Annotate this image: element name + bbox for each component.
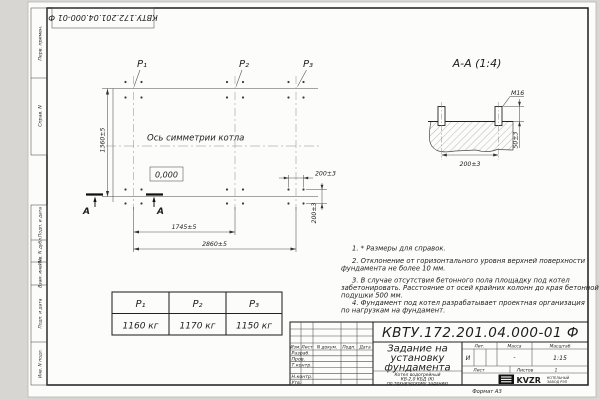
load-table-value-p2: 1170 кг — [179, 321, 216, 332]
load-table — [112, 292, 282, 335]
load-table-header-p3: P₃ — [248, 299, 260, 310]
mass-value: - — [513, 354, 516, 362]
load-table-header-p2: P₂ — [192, 299, 203, 310]
load-table-value-p3: 1150 кг — [236, 321, 272, 332]
margin-label-podp-data-1: Подп. и дата — [38, 207, 44, 237]
note-line-4: 3. В случае отсутствия бетонного пола площадку под котел — [352, 276, 570, 285]
margin-label-inv-podl: Инв. N подл. — [38, 348, 44, 379]
doc-title-line-3: фундамента — [384, 362, 451, 374]
sheets-value: 1 — [554, 368, 558, 374]
col-header-izm: Изм. — [290, 345, 301, 351]
load-label-p1: P₁ — [137, 59, 148, 70]
title-block-doc-number: КВТУ.172.201.04.000-01 Ф — [382, 325, 579, 341]
col-header-list: Лист — [301, 345, 313, 351]
dim-1360-text: 1360±5 — [99, 127, 107, 153]
margin-label-podp-data-2: Подп. и дата — [38, 298, 44, 329]
format-label: Формат А3 — [472, 388, 502, 395]
sig-row-nkontr: Н.контр. — [291, 375, 313, 380]
sheets-label: Листов — [516, 368, 534, 374]
lit-header: Лит. — [474, 344, 485, 350]
load-label-p3: P₃ — [303, 59, 314, 70]
section-letter-right: А — [157, 207, 164, 217]
section-view-title: А-А (1:4) — [452, 57, 502, 70]
col-header-data: Дата — [359, 345, 371, 351]
margin-label-sprav-n: Справ. N — [38, 105, 44, 127]
sig-row-utv: Утв. — [291, 380, 302, 386]
dim-200h-text: 200±3 — [315, 170, 336, 178]
doc-title-line-2: установку — [390, 353, 445, 364]
product-line-3: по техническому заданию — [386, 381, 449, 387]
kvzr-logo — [499, 375, 570, 386]
elevation-value: 0,000 — [155, 170, 178, 180]
note-line-5: забетонировать. Расстояние от осей крайних колонн до края бетонной — [341, 284, 599, 292]
section-dim-200-text: 200±3 — [459, 161, 481, 168]
margin-label-vzam-inv: Взам. инв. N — [38, 259, 44, 288]
section-letter-left: А — [83, 207, 90, 217]
doc-title-line-1: Задание на — [387, 343, 448, 355]
scale-value: 1:15 — [553, 355, 567, 362]
sig-row-tkontr: Т.контр. — [291, 363, 312, 369]
load-table-value-p1: 1160 кг — [122, 321, 159, 332]
symmetry-axis-label: Ось симметрии котла — [147, 133, 245, 144]
note-line-6: подушки 500 мм. — [341, 291, 403, 300]
product-line-1: Котел водогрейный — [394, 372, 441, 378]
note-line-1: 1. * Размеры для справок. — [352, 244, 446, 253]
flipped-doc-number: КВТУ.172.201.04.000-01 Ф — [48, 13, 158, 22]
load-label-p2: P₂ — [239, 59, 250, 70]
note-line-3: фундамента не более 10 мм. — [341, 264, 446, 273]
note-line-2: 2. Отклонение от горизонтального уровня верхней поверхности — [352, 257, 586, 265]
section-dim-50-text: 50±3 — [512, 131, 520, 149]
kvzr-logo-sub2: ЗАВОД РЭП — [547, 379, 568, 384]
col-header-ndoc: N докум. — [316, 345, 338, 351]
lit-value: И — [465, 355, 471, 362]
product-line-2: КВ-2,0 КБД (К) — [400, 377, 435, 383]
dim-200v-text: 200±3 — [311, 202, 318, 224]
note-line-7: 4. Фундамент под котел разрабатывает проектная организация — [352, 299, 585, 307]
mass-header: Масса — [507, 344, 522, 350]
sheet-label: Лист — [473, 368, 485, 374]
concrete-pad — [429, 122, 513, 152]
scale-header: Масштаб — [549, 344, 571, 350]
dim-1745-text: 1745±5 — [171, 224, 197, 231]
margin-label-inv-dubl: Инв. N дубл. — [38, 236, 44, 266]
sig-row-prov: Пров. — [291, 357, 306, 363]
col-header-podp: Подп. — [342, 345, 356, 351]
sig-row-razrab: Разраб. — [291, 351, 310, 357]
thread-label: М16 — [511, 90, 525, 97]
kvzr-logo-text: KVZR — [516, 376, 541, 385]
margin-label-perv-primen: Перв. примен. — [38, 25, 44, 61]
note-line-8: по нагрузкам на фундамент. — [341, 306, 446, 315]
load-table-header-p1: P₁ — [135, 299, 146, 310]
dim-2860-text: 2860±5 — [202, 241, 227, 248]
kvzr-logo-sub1: КОТЕЛЬНЫЙ — [547, 375, 570, 380]
